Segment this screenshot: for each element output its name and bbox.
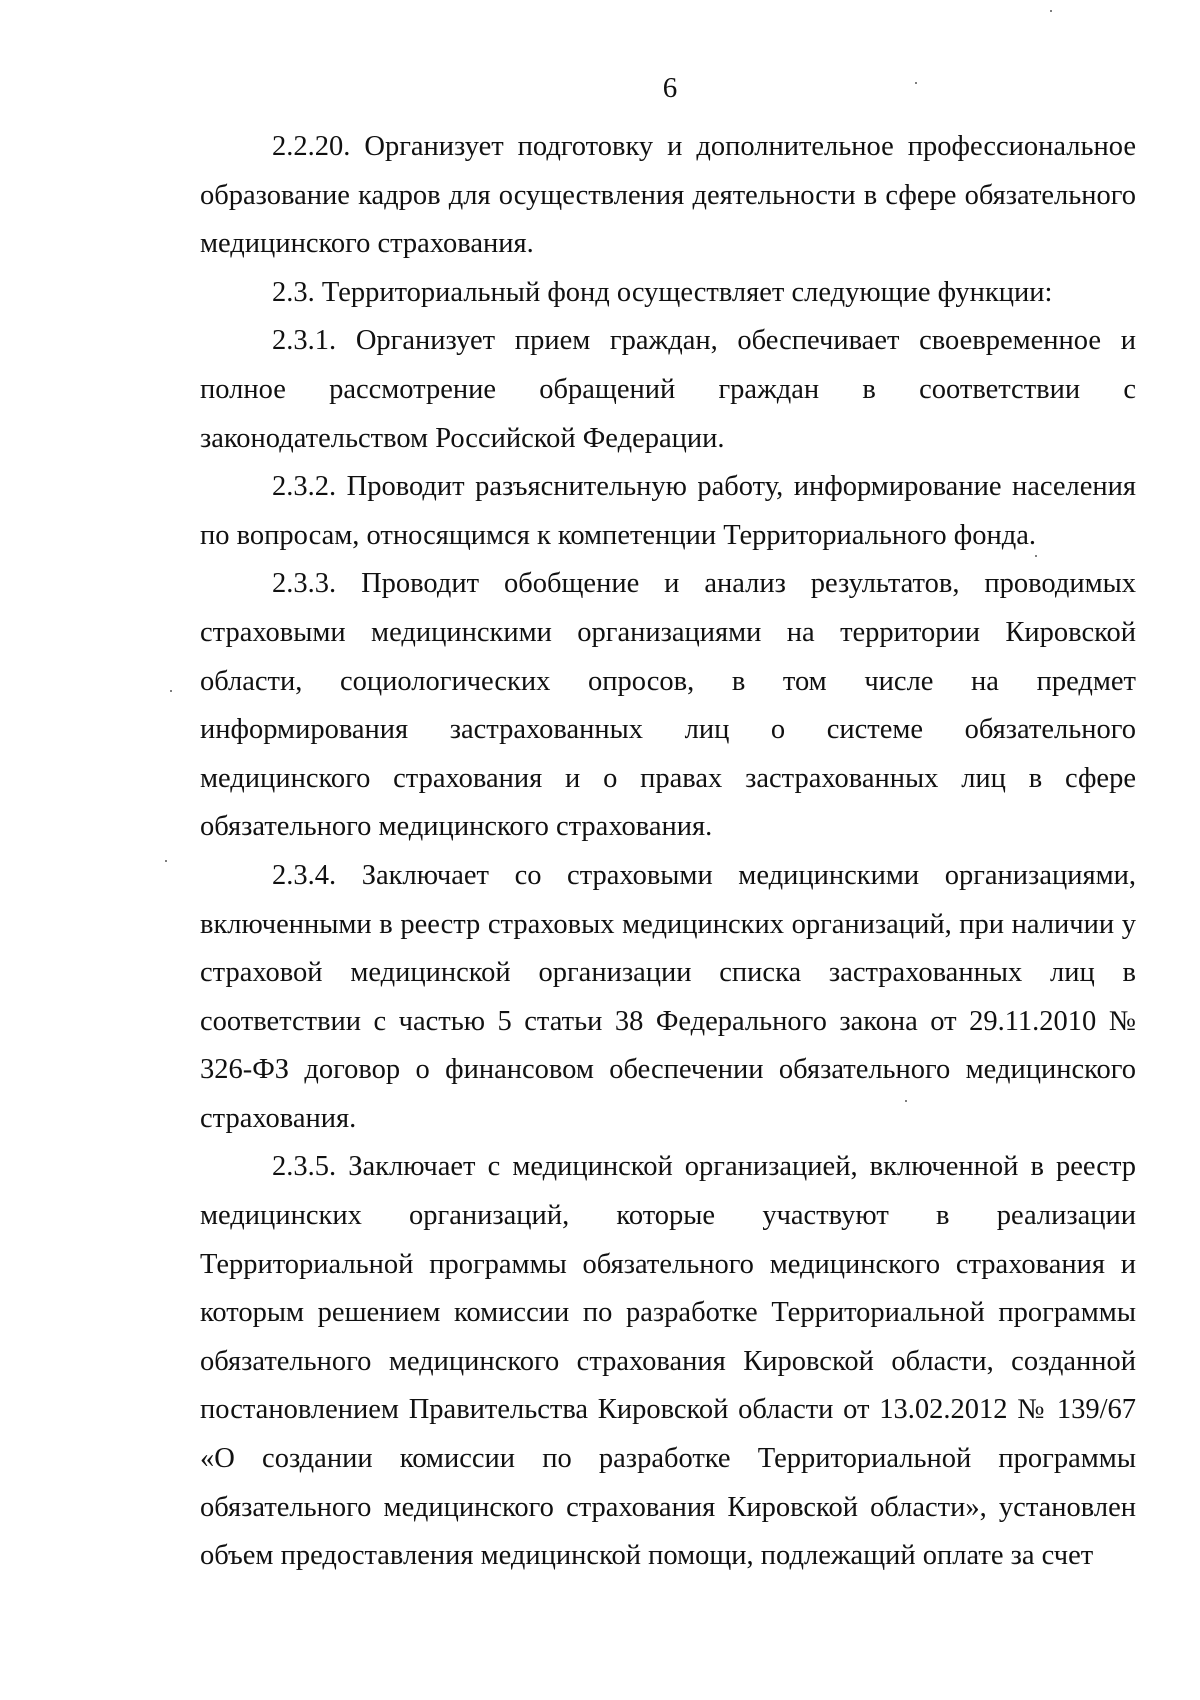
scan-speck bbox=[915, 82, 917, 84]
clause-text: Проводит разъяснительную работу, информирование населения по вопросам, относящимся к компетенции Территориального фонда. bbox=[200, 471, 1136, 551]
clause-number: 2.2.20. bbox=[272, 131, 351, 162]
clause-text: Проводит обобщение и анализ результатов, проводимых страховыми медицинскими организациями на территории Кировской области, социологических опросов, в том числе на предмет информирования застрахованных лиц о системе обязательного медицинского страхования и о правах застрахованных лиц в сфере обязательного медицинского страхования. bbox=[200, 568, 1137, 843]
clause-2-3 bbox=[200, 269, 1136, 318]
document-body bbox=[200, 123, 1136, 1581]
clause-text: Организует прием граждан, обеспечивает своевременное и полное рассмотрение обращений граждан в соответствии с законодательством Российской Федерации. bbox=[200, 325, 1136, 454]
clause-text: Территориальный фонд осуществляет следующие функции: bbox=[321, 276, 1053, 308]
clause-number: 2.3.4. bbox=[272, 859, 337, 891]
clause-2-3-3 bbox=[200, 560, 1136, 852]
scan-speck bbox=[905, 1100, 907, 1102]
scan-speck bbox=[170, 690, 172, 692]
clause-2-3-1 bbox=[200, 317, 1136, 463]
clause-2-3-2 bbox=[200, 463, 1136, 560]
clause-text: Заключает со страховыми медицинскими организациями, включенными в реестр страховых медицинских организаций, при наличии у страховой медицинской организации списка застрахованных лиц в соответствии с частью 5 статьи 38 Федерального закона от 29.11.2010 № 326-ФЗ договор о финансовом обеспечении обязательного медицинского страхования. bbox=[200, 859, 1136, 1134]
scan-speck bbox=[165, 860, 167, 862]
clause-number: 2.3.1. bbox=[272, 325, 337, 357]
clause-2-2-20 bbox=[200, 123, 1136, 269]
clause-number: 2.3. bbox=[272, 276, 315, 308]
page-number: 6 bbox=[662, 72, 678, 104]
scan-speck bbox=[1035, 555, 1037, 557]
clause-2-3-5 bbox=[200, 1143, 1136, 1580]
scan-speck bbox=[1050, 10, 1052, 12]
clause-number: 2.3.2. bbox=[272, 471, 337, 503]
clause-number: 2.3.3. bbox=[272, 568, 337, 600]
clause-2-3-4 bbox=[200, 852, 1136, 1144]
clause-text: Заключает с медицинской организацией, включенной в реестр медицинских организаций, которые участвуют в реализации Территориальной программы обязательного медицинского страхования и которым решением комиссии по разработке Территориальной программы обязательного медицинского страхования Кировской области, созданной постановлением Правительства Кировской области от 13.02.2012 № 139/67 «О создании комиссии по разработке Территориальной программы обязательного медицинского страхования Кировской области», установлен объем предоставления медицинской помощи, подлежащий оплате за счет bbox=[200, 1151, 1136, 1572]
clause-text: Организует подготовку и дополнительное профессиональное образование кадров для осуществления деятельности в сфере обязательного медицинского страхования. bbox=[200, 131, 1137, 260]
clause-number: 2.3.5. bbox=[272, 1151, 337, 1183]
